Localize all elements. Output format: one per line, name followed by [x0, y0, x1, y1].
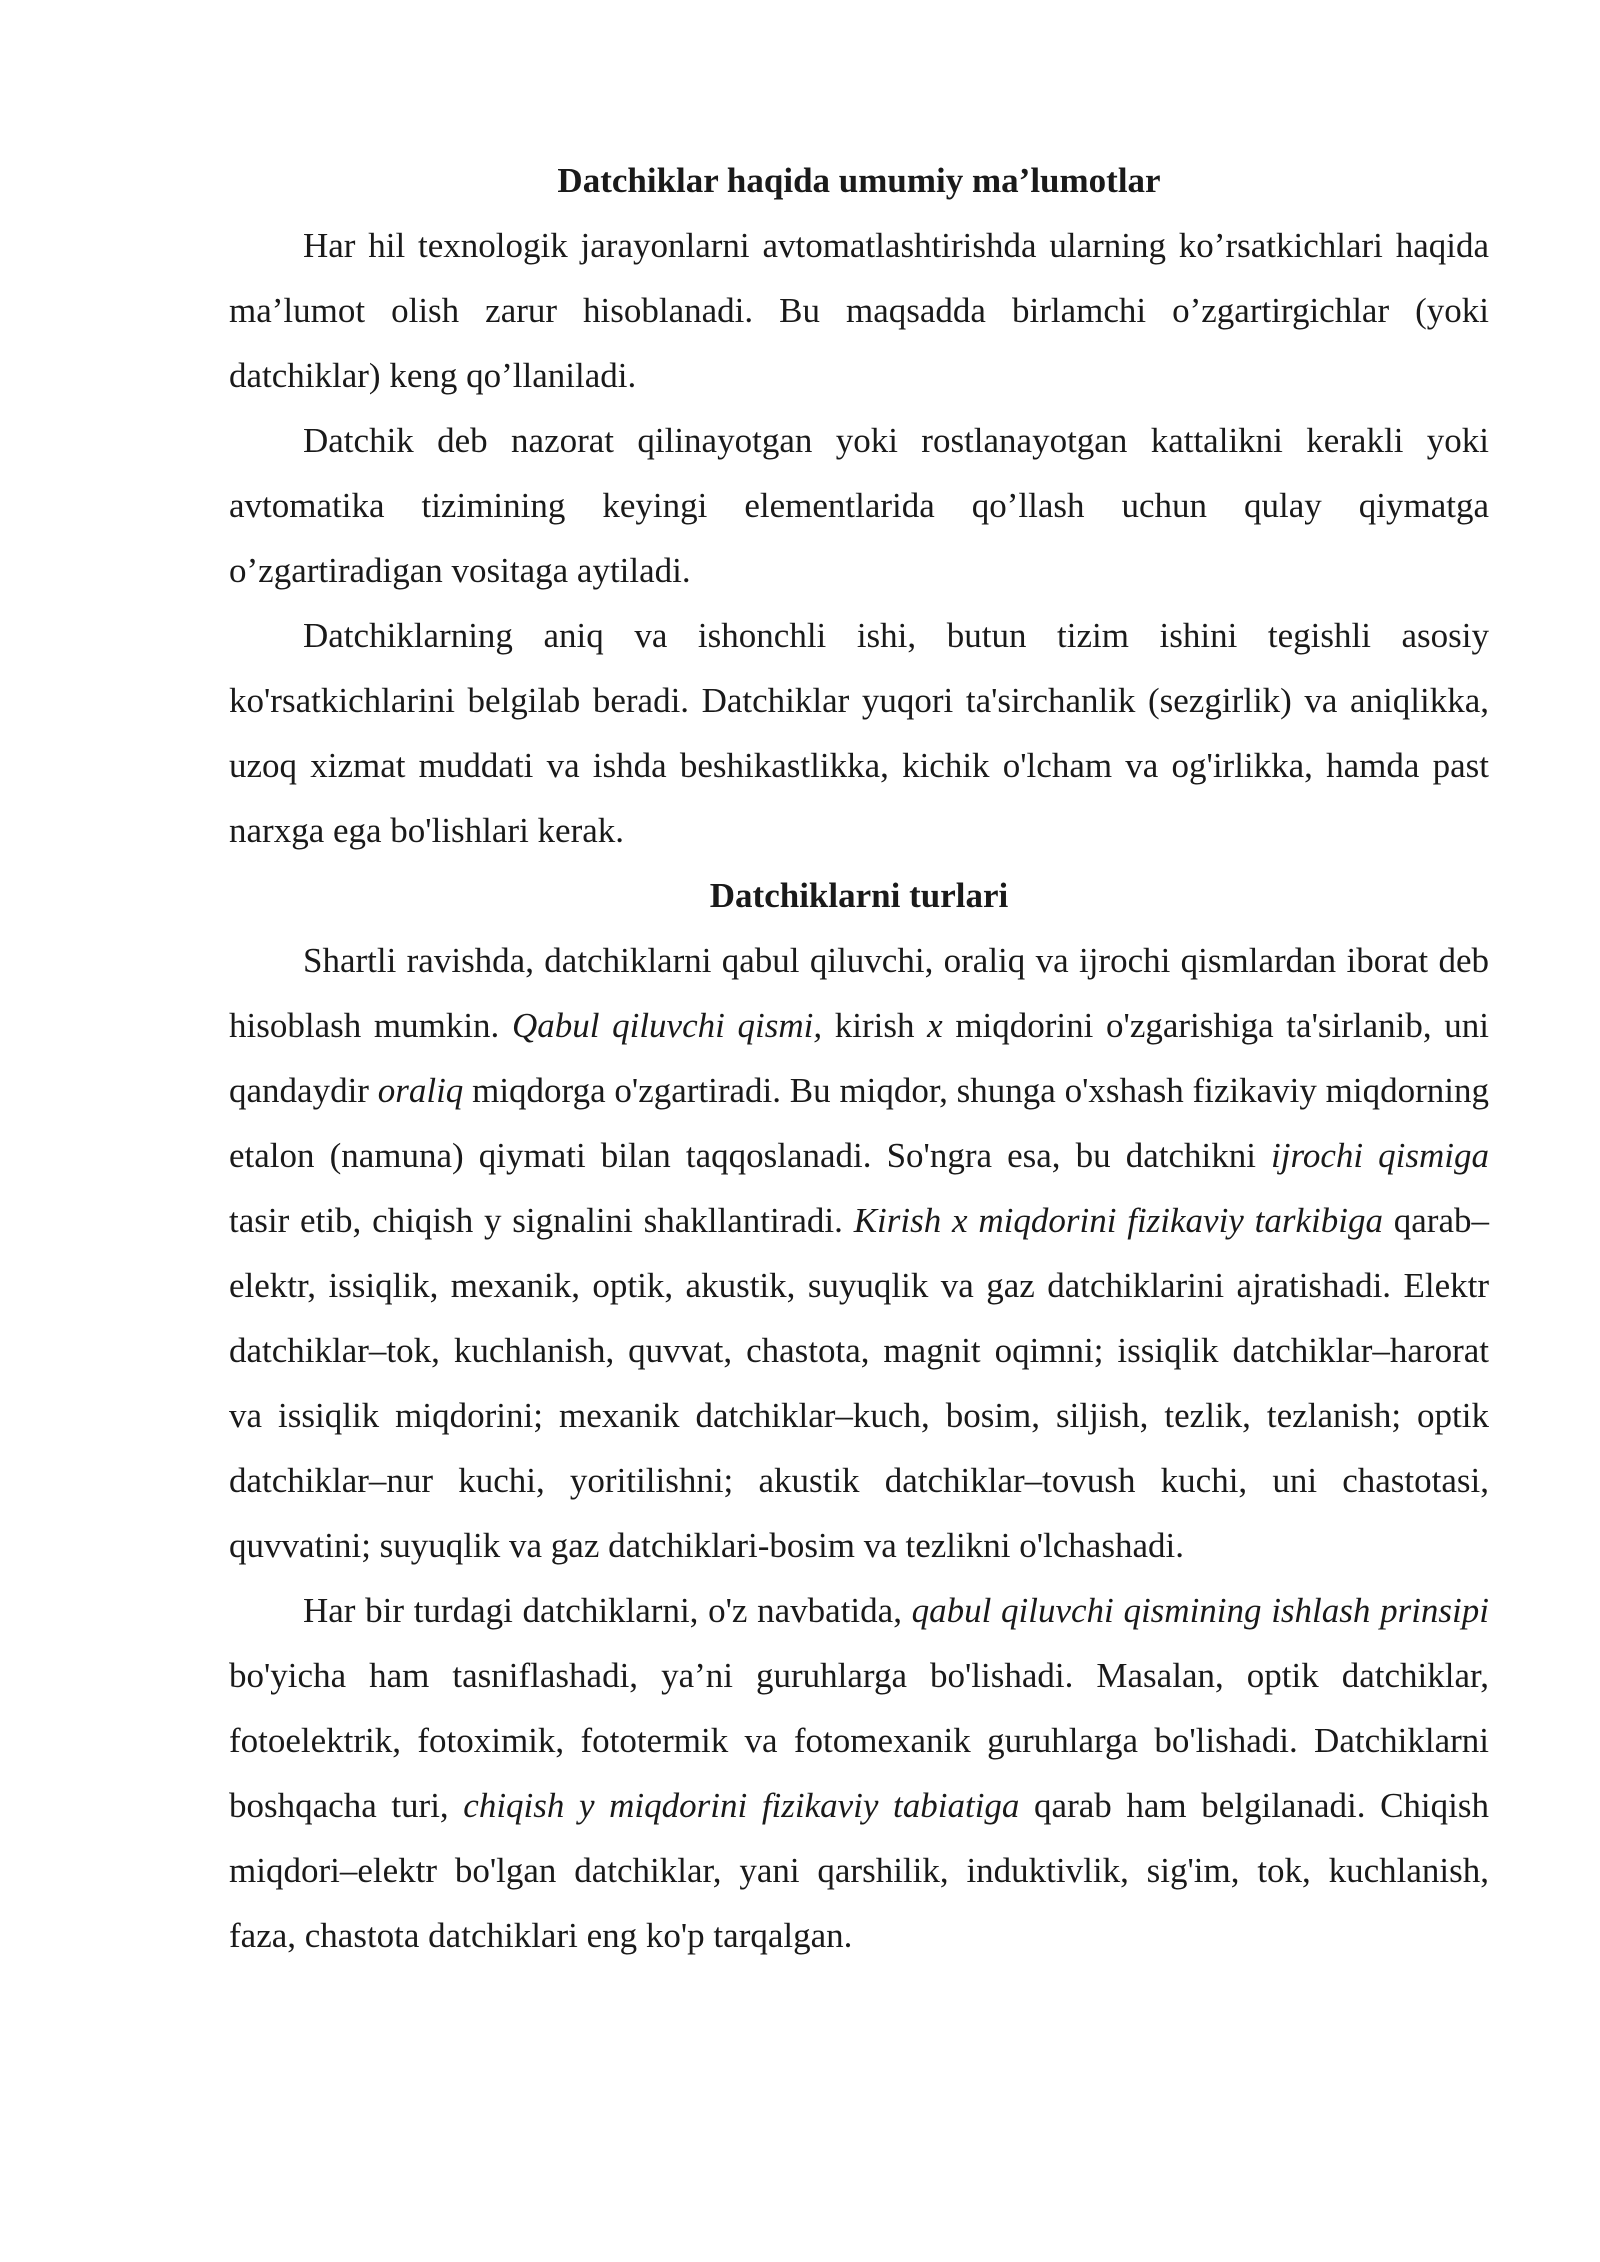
paragraph-classification: [229, 1578, 1489, 1968]
paragraph-classification-text-2: bo'yicha ham tasniflashadi, ya’ni guruhlarga bo'lishadi. Masalan, optik datchiklar, fotoelektrik, fotoximik, fototermik va fotomexanik guruhlarga bo'lishadi. Datchiklarni boshqacha turi,: [229, 1656, 1489, 1825]
paragraph-classification-emphasis-2: chiqish y miqdorini fizikaviy tabiatiga: [463, 1786, 1020, 1825]
paragraph-parts-emphasis-5: Kirish x miqdorini fizikaviy tarkibiga: [853, 1201, 1383, 1240]
section-heading-types: Datchiklarni turlari: [709, 876, 1009, 915]
paragraph-requirements: Datchiklarning aniq va ishonchli ishi, butun tizim ishini tegishli asosiy ko'rsatkichlarini belgilab beradi. Datchiklar yuqori ta'sirchanlik (sezgirlik) va aniqlikka, uzoq xizmat muddati va ishda beshikastlikka, kichik o'lcham va og'irlikka, hamda past narxga ega bo'lishlari kerak.: [229, 616, 1489, 850]
document-page: [229, 148, 1489, 1968]
paragraph-parts-text-3: miqdorini o'zgarishiga ta'sirlanib, uni qandaydir: [229, 1006, 1489, 1110]
paragraph-classification-text-3: qarab ham belgilanadi. Chiqish miqdori–elektr bo'lgan datchiklar, yani qarshilik, induktivlik, sig'im, tok, kuchlanish, faza, chastota datchiklari eng ko'p tarqalgan.: [229, 1786, 1489, 1955]
paragraph-definition: Datchik deb nazorat qilinayotgan yoki rostlanayotgan kattalikni kerakli yoki avtomatika tizimining keyingi elementlarida qo’llash uchun qulay qiymatga o’zgartiradigan vositaga aytiladi.: [229, 421, 1489, 590]
paragraph-parts-emphasis-2: x: [927, 1006, 943, 1045]
paragraph-parts: [229, 928, 1489, 1578]
paragraph-classification-emphasis-1: qabul qiluvchi qismining ishlash prinsipi: [911, 1591, 1489, 1630]
paragraph-parts-emphasis-3: oraliq: [377, 1071, 464, 1110]
paragraph-parts-emphasis-4: ijrochi qismiga: [1271, 1136, 1490, 1175]
paragraph-classification-text-1: Har bir turdagi datchiklarni, o'z navbatida,: [303, 1591, 912, 1630]
paragraph-intro: Har hil texnologik jarayonlarni avtomatlashtirishda ularning ko’rsatkichlari haqida ma’lumot olish zarur hisoblanadi. Bu maqsadda birlamchi o’zgartirgichlar (yoki datchiklar) keng qo’llaniladi.: [229, 226, 1489, 395]
paragraph-parts-text-1: Shartli ravishda, datchiklarni qabul qiluvchi, oraliq va ijrochi qismlardan iborat deb hisoblash mumkin.: [229, 941, 1489, 1045]
paragraph-parts-text-2: kirish: [822, 1006, 928, 1045]
paragraph-parts-text-5: tasir etib, chiqish y signalini shakllantiradi.: [229, 1201, 854, 1240]
paragraph-parts-emphasis-1: Qabul qiluvchi qismi,: [511, 1006, 823, 1045]
paragraph-parts-text-6: qarab–elektr, issiqlik, mexanik, optik, akustik, suyuqlik va gaz datchiklarini ajratishadi. Elektr datchiklar–tok, kuchlanish, quvvat, chastota, magnit oqimni; issiqlik datchiklar–harorat va issiqlik miqdorini; mexanik datchiklar–kuch, bosim, siljish, tezlik, tezlanish; optik datchiklar–nur kuchi, yoritilishni; akustik datchiklar–tovush kuchi, uni chastotasi, quvvatini; suyuqlik va gaz datchiklari-bosim va tezlikni o'lchashadi.: [229, 1201, 1489, 1565]
section-heading-general: Datchiklar haqida umumiy ma’lumotlar: [557, 161, 1161, 200]
paragraph-parts-text-4: miqdorga o'zgartiradi. Bu miqdor, shunga o'xshash fizikaviy miqdorning etalon (namuna) qiymati bilan taqqoslanadi. So'ngra esa, bu datchikni: [229, 1071, 1489, 1175]
